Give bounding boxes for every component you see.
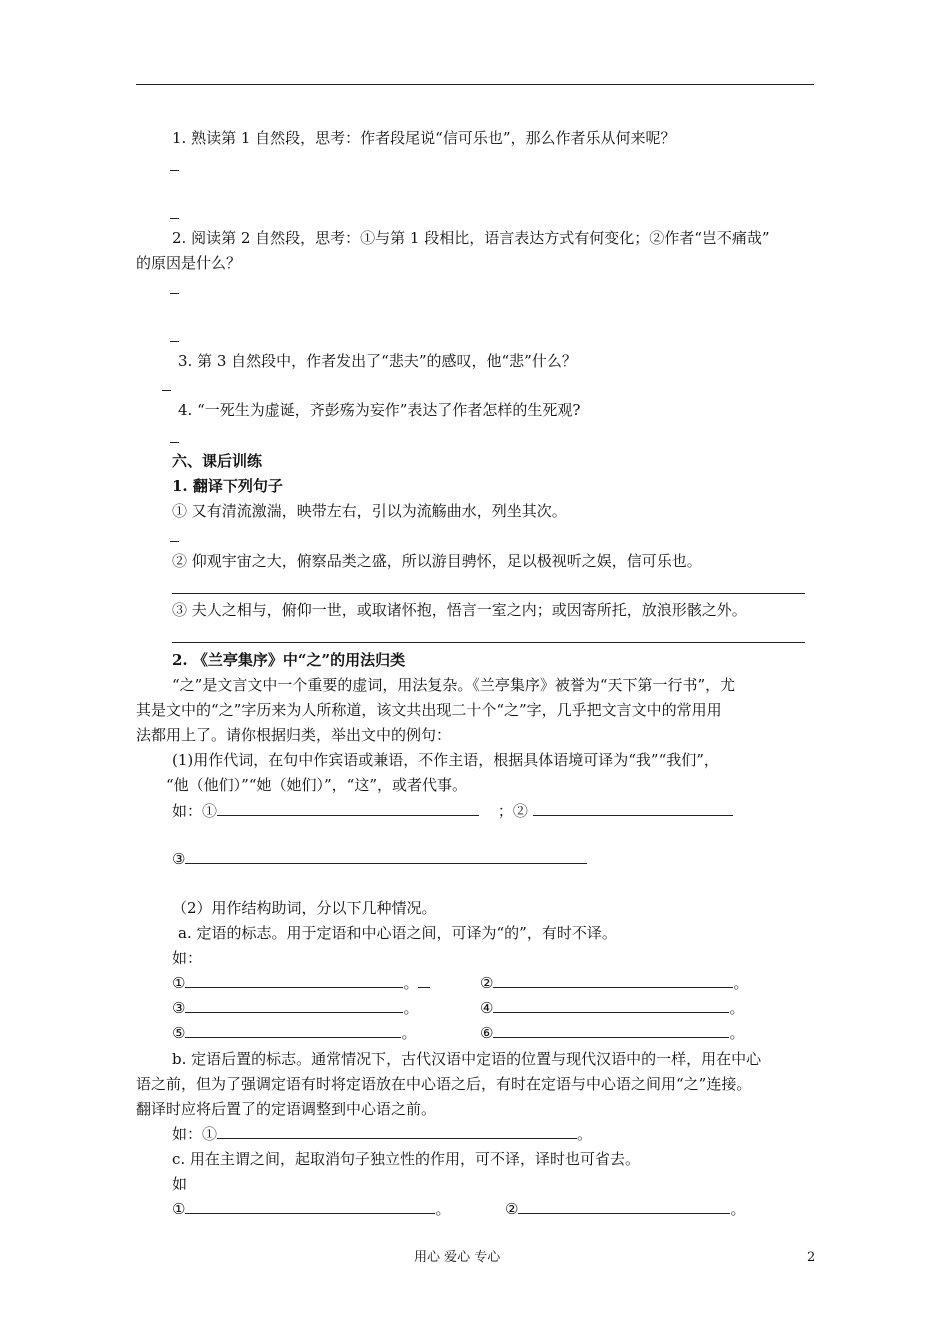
example-marker: ⑥ xyxy=(480,1024,494,1042)
example-marker: ② xyxy=(512,802,528,820)
usage-2a-example-1: ① 。 xyxy=(172,973,430,993)
example-prefix: 如： xyxy=(172,949,203,967)
answer-blank xyxy=(418,973,430,988)
answer-blank[interactable] xyxy=(518,1199,730,1214)
example-marker: ① xyxy=(172,974,186,992)
translate-heading: 1. 翻译下列句子 xyxy=(172,477,283,495)
usage-2-heading: （2）用作结构助词，分以下几种情况。 xyxy=(172,899,437,917)
answer-blank xyxy=(170,293,179,294)
question-2-line-2: 的原因是什么？ xyxy=(136,254,242,272)
example-marker: ① xyxy=(172,1200,186,1218)
example-prefix: 如 xyxy=(172,1175,188,1193)
example-marker: ③ xyxy=(172,850,186,868)
answer-line xyxy=(172,593,805,594)
example-marker: ③ xyxy=(172,999,186,1017)
usage-2a-example-3: ③ 。 xyxy=(172,999,419,1017)
usage-1-examples-row xyxy=(172,801,733,821)
answer-blank xyxy=(170,341,179,342)
usage-2a: a. 定语的标志。用于定语和中心语之间，可译为“的”，有时不译。 xyxy=(178,924,617,942)
question-3: 3. 第 3 自然段中，作者发出了“悲夫”的感叹，他“悲”什么？ xyxy=(178,352,577,370)
answer-blank[interactable] xyxy=(217,801,479,816)
example-marker: ② xyxy=(505,1200,519,1218)
usage-2b-example: 如：① 。 xyxy=(172,1125,593,1143)
usage-2b-line-3: 翻译时应将后置了的定语调整到中心语之前。 xyxy=(136,1100,437,1118)
question-4: 4. “一死生为虚诞，齐彭殇为妄作”表达了作者怎样的生死观? xyxy=(178,401,581,419)
header-rule xyxy=(136,84,814,85)
example-prefix: 如： xyxy=(172,1125,203,1143)
usage-2b-line-1: b. 定语后置的标志。通常情况下，古代汉语中定语的位置与现代汉语中的一样，用在中心 xyxy=(172,1050,762,1068)
section-6-heading: 六、课后训练 xyxy=(172,452,263,470)
example-marker: ② xyxy=(480,974,494,992)
example-marker: ① xyxy=(202,1125,218,1143)
answer-blank xyxy=(170,218,179,219)
separator: ； xyxy=(497,802,513,820)
answer-blank xyxy=(170,541,179,542)
footer-text: 用心 爱心 专心 xyxy=(414,1250,501,1265)
sentence-1: ① 又有清流激湍，映带左右，引以为流觞曲水，列坐其次。 xyxy=(172,502,567,520)
answer-blank xyxy=(170,170,179,171)
page-number: 2 xyxy=(807,1250,816,1265)
usage-2c-example-1: ① 。 xyxy=(172,1200,451,1218)
example-marker: ⑤ xyxy=(172,1024,186,1042)
intro-line-1: “之”是文言文中一个重要的虚词，用法复杂。《兰亭集序》被誉为“天下第一行书”，尤 xyxy=(172,676,736,694)
answer-blank[interactable] xyxy=(185,973,403,988)
usage-2b-line-2: 语之前，但为了强调定语有时将定语放在中心语之后，有时在定语与中心语之间用“之”连接。 xyxy=(136,1075,752,1093)
answer-blank[interactable] xyxy=(185,998,403,1013)
answer-blank[interactable] xyxy=(185,1199,435,1214)
answer-blank xyxy=(170,442,179,443)
example-marker: ① xyxy=(202,802,218,820)
answer-blank[interactable] xyxy=(217,1124,577,1139)
sentence-3: ③ 夫人之相与，俯仰一世，或取诸怀抱，悟言一室之内；或因寄所托，放浪形骸之外。 xyxy=(172,601,747,619)
usage-1-line-1: (1)用作代词，在句中作宾语或兼语，不作主语，根据具体语境可译为“我”“我们”， xyxy=(172,751,719,769)
usage-2a-example-2: ② 。 xyxy=(480,974,749,992)
answer-blank[interactable] xyxy=(185,1023,401,1038)
answer-blank[interactable] xyxy=(493,998,729,1013)
answer-blank[interactable] xyxy=(533,801,733,816)
usage-2a-example-4: ④ 。 xyxy=(480,999,745,1017)
example-marker: ④ xyxy=(480,999,494,1017)
usage-2a-example-6: ⑥ 。 xyxy=(480,1024,745,1042)
sentence-2: ② 仰观宇宙之大，俯察品类之盛，所以游目骋怀，足以极视听之娱，信可乐也。 xyxy=(172,552,702,570)
intro-line-2: 其是文中的“之”字历来为人所称道，该文共出现二十个“之”字，几乎把文言文中的常用用 xyxy=(136,701,722,719)
usage-2c-example-2: ② 。 xyxy=(505,1200,746,1218)
usage-2c: c. 用在主谓之间，起取消句子独立性的作用，可不译，译时也可省去。 xyxy=(172,1150,640,1168)
intro-line-3: 法都用上了。请你根据归类，举出文中的例句： xyxy=(136,726,452,744)
answer-blank[interactable] xyxy=(185,849,587,864)
question-2-line-1: 2. 阅读第 2 自然段，思考：①与第 1 段相比，语言表达方式有何变化；②作者“岂不痛哉” xyxy=(172,229,770,247)
answer-line xyxy=(172,642,805,643)
question-1: 1. 熟读第 1 自然段，思考：作者段尾说“信可乐也”，那么作者乐从何来呢？ xyxy=(172,129,676,147)
usage-2a-example-5: ⑤ 。 xyxy=(172,1024,417,1042)
answer-blank[interactable] xyxy=(493,973,733,988)
example-prefix: 如： xyxy=(172,802,203,820)
usage-1-line-2: “他（他们）”“她（她们）”，“这”，或者代事。 xyxy=(166,776,468,794)
answer-blank xyxy=(162,390,171,391)
answer-blank[interactable] xyxy=(493,1023,729,1038)
zhi-usage-heading: 2. 《兰亭集序》中“之”的用法归类 xyxy=(172,651,406,669)
usage-1-examples-row-2 xyxy=(172,849,587,869)
